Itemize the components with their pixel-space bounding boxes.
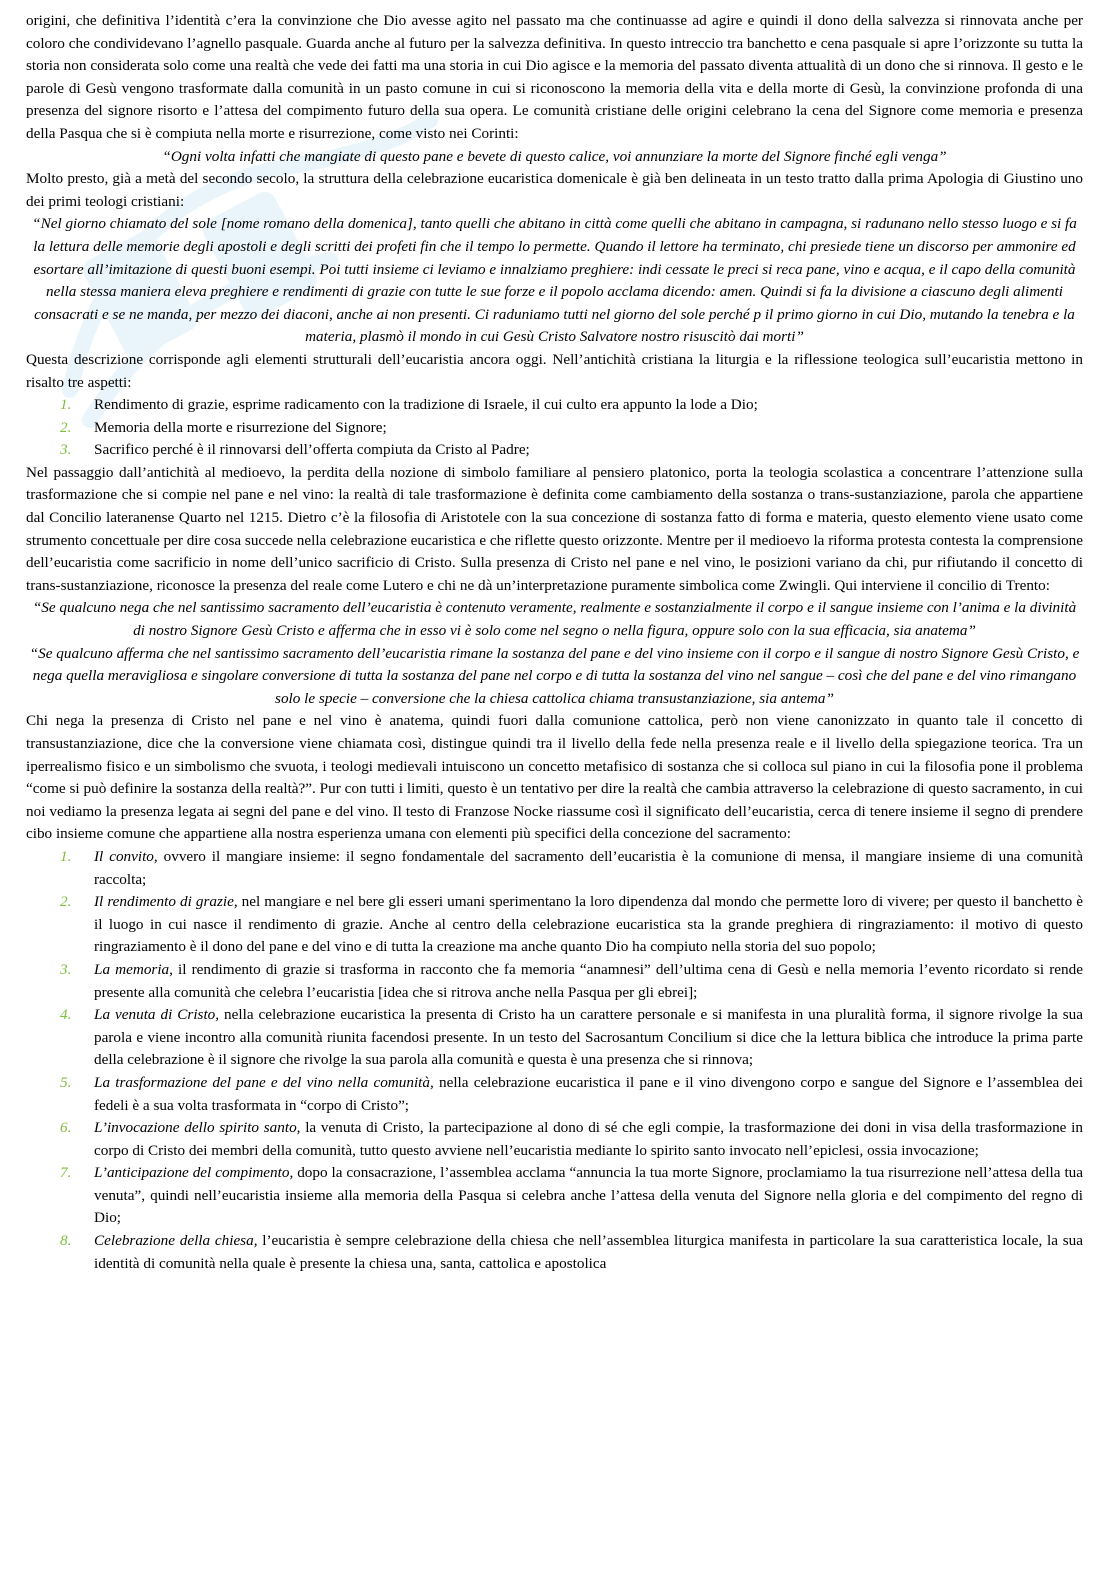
list-item [26,1117,1083,1162]
list-significato-eucaristia [26,846,1083,1275]
list-number: 7. [60,1164,72,1182]
list-number: 3. [60,441,72,459]
list-number: 3. [60,960,72,978]
list-text: dopo la consacrazione, l’assemblea acclama “annuncia la tua morte Signore, proclamiamo la tua risurrezione nell’attesa della tua venuta”, quindi nell’eucaristia insieme alla memoria della Pasqua si celebra anche l’attesa della venuta del Signore nella gloria e del compimento del regno di Dio; [94,1164,1084,1227]
list-term: Celebrazione della chiesa, [94,1232,258,1250]
list-item [26,1072,1083,1117]
paragraph-origini: origini, che definitiva l’identità c’era la convinzione che Dio avesse agito nel passato ma che continuasse ad agire e quindi il dono della salvezza si rinnovata anche per coloro che condividevano l’agnello pasquale. Guarda anche al futuro per la salvezza definitiva. In questo intreccio tra banchetto e cena pasquale si apre l’orizzonte su tutta la storia non considerata solo come una realtà che vede dei fatti ma una storia in cui Dio agisce e la memoria del passato diventa attualità di un dono che si rinnova. Il gesto e le parole di Gesù vengono trasformate dalla comunità in un pasto comune in cui si riconoscono la memoria della vita e della morte di Gesù, la convinzione profonda di una presenza del signore risorto e l’attesa del compimento futuro della sua opera. Le comunità cristiane delle origini celebrano la cena del Signore come memoria e presenza della Pasqua che si è compiuta nella morte e risurrezione, come visto nei Corinti: [26,12,1083,142]
list-item [26,891,1083,959]
document-page [26,10,1083,1275]
list-item [26,959,1083,1004]
list-text: Rendimento di grazie, esprime radicamento con la tradizione di Israele, il cui culto era appunto la lode a Dio; [94,396,758,414]
list-item [26,846,1083,891]
list-number: 6. [60,1119,72,1137]
list-text: , nel mangiare e nel bere gli esseri umani sperimentano la loro dipendenza dal mondo che permette loro di vivere; per questo il banchetto è il luogo in cui nasce il rendimento di grazie. Anche al centro della celebrazione eucaristica sta la grande preghiera di ringraziamento: il motivo di questo ringraziamento è il dono del pane e del vino e di tutta la creazione ma anche quanto Dio ha compiuto nella storia del suo popolo; [94,893,1083,956]
list-item [26,1230,1083,1275]
quote-corinti: “Ogni volta infatti che mangiate di questo pane e bevete di questo calice, voi annunziare la morte del Signore finché egli venga” [162,147,947,165]
list-number: 2. [60,893,72,911]
list-item [26,439,1083,462]
paragraph-giustino-intro: Molto presto, già a metà del secondo secolo, la struttura della celebrazione eucaristica domenicale è già ben delineata in un testo tratto dalla prima Apologia di Giustino uno dei primi teologi cristiani: [26,170,1083,210]
list-text: l’eucaristia è sempre celebrazione della chiesa che nell’assemblea liturgica manifesta in particolare la sua caratteristica locale, la sua identità di comunità nella quale è presente la chiesa una, santa, cattolica e apostolica [94,1232,1084,1272]
list-number: 4. [60,1006,72,1024]
list-term: L’anticipazione del compimento, [94,1164,294,1182]
list-text: il rendimento di grazie si trasforma in racconto che fa memoria “anamnesi” dell’ultima cena di Gesù e nella memoria l’evento ricordato si rende presente alla comunità che celebra l’eucaristia [idea che si ritrova anche nella Pasqua per gli ebrei]; [94,960,1083,1001]
list-item [26,1162,1083,1230]
quote-giustino: “Nel giorno chiamato del sole [nome romano della domenica], tanto quelli che abitano in città come quelli che abitano in campagna, si radunano nello stesso luogo e si fa la lettura delle memorie degli apostoli e degli scritti dei profeti fin che il tempo lo permette. Quando il lettore ha terminato, chi presiede tiene un discorso per ammonire ed esortare all’imitazione di questi buoni esempi. Poi tutti insieme ci leviamo e innalziamo preghiere: indi cessate le preci si reca pane, vino e acqua, e il capo della comunità nella stessa maniera eleva preghiere e rendimenti di grazie con tutte le sue forze e il popolo acclama dicendo: amen. Quindi si fa la divisione a ciascuno degli alimenti consacrati e se ne manda, per mezzo dei diaconi, anche ai non presenti. Ci raduniamo tutti nel giorno del sole perché p il primo giorno in cui Dio, mutando la tenebra e la materia, plasmò il mondo in cui Gesù Cristo Salvatore nostro risuscitò dai morti” [32,215,1077,346]
list-text: nella celebrazione eucaristica la presenta di Cristo ha un carattere personale e si manifesta in una pluralità forma, il signore rivolge la sua parola e viene incontro alla comunità riunita facendosi presente. In un testo del Sacrosantum Concilium si dice che la lettura biblica che introduce la prima parte della celebrazione è il signore che rivolge la sua parola alla comunità e questa è una presenza che si rinnova; [94,1006,1084,1069]
list-term: La trasformazione del pane e del vino nella comunità, [94,1073,434,1091]
list-text: la venuta di Cristo, la partecipazione al dono di sé che egli compie, la trasformazione dei doni in visa della trasformazione in corpo di Cristo dei membri della comunità, tutto questo avviene nell’eucaristia mediante lo spirito santo invocato nell’epiclesi, ossia invocazione; [94,1119,1083,1159]
list-text: nella celebrazione eucaristica il pane e il vino divengono corpo e sangue del Signore e l’assemblea dei fedeli è a sua volta trasformata in “corpo di Cristo”; [94,1073,1083,1114]
list-term: Il convito, [94,847,158,865]
list-term: La memoria, [94,960,173,978]
list-item [26,1004,1083,1072]
list-number: 1. [60,396,72,414]
list-tre-aspetti [26,394,1083,462]
paragraph-medioevo: Nel passaggio dall’antichità al medioevo, la perdita della nozione di simbolo familiare al pensiero platonico, porta la teologia scolastica a concentrare l’attenzione sulla trasformazione che si compie nel pane e nel vino: la realtà di tale trasformazione è definita come cambiamento della sostanza o trans-sustanziazione, parola che appartiene dal Concilio lateranense Quarto nel 1215. Dietro c’è la filosofia di Aristotele con la sua concezione di sostanza fatto di forma e materia, questo elemento viene usato come strumento concettuale per dire cosa succede nella celebrazione eucaristica e che riflette questo orizzonte. Mentre per il medioevo la riforma protesta contesta la comprensione dell’eucaristia come sacrificio in nome dell’unico sacrificio di Cristo. Sulla presenza di Cristo nel pane e nel vino, le posizioni variano da chi, pur rifiutando il concetto di trans-sustanziazione, riconosce la presenza del reale come Lutero e chi ne dà un’interpretazione puramente simbolica come Zwingli. Qui interviene il concilio di Trento: [26,463,1083,594]
list-item [26,417,1083,440]
quote-trento-2: “Se qualcuno afferma che nel santissimo sacramento dell’eucaristia rimane la sostanza del pane e del vino insieme con il corpo e il sangue di nostro Signore Gesù Cristo, e nega quella meravigliosa e singolare conversione di tutta la sostanza del pane nel corpo e di tutta la sostanza del vino nel sangue – così che del pane e del vino rimangano solo le specie – conversione che la chiesa cattolica chiama transustanziazione, sia antema” [29,644,1080,707]
list-term: L’invocazione dello spirito santo, [94,1119,301,1137]
list-text: Sacrifico perché è il rinnovarsi dell’offerta compiuta da Cristo al Padre; [94,441,530,459]
list-number: 8. [60,1232,72,1250]
list-text: Memoria della morte e risurrezione del Signore; [94,418,387,436]
list-number: 1. [60,847,72,865]
list-item [26,394,1083,417]
list-number: 2. [60,418,72,436]
list-term: Il rendimento di grazie [94,893,234,911]
list-term: La venuta di Cristo, [94,1006,220,1024]
list-text: ovvero il mangiare insieme: il segno fondamentale del sacramento dell’eucaristia è la comunione di mensa, il mangiare insieme di una comunità raccolta; [94,847,1083,888]
paragraph-nocke: Chi nega la presenza di Cristo nel pane e nel vino è anatema, quindi fuori dalla comunione cattolica, però non viene canonizzato in quanto tale il concetto di transustanziazione, dice che la conversione viene chiamata così, distingue quindi tra il livello della fede nella presenza reale e il livello della spiegazione teorica. Tra un iperrealismo fisico e un simbolismo che svuota, i teologi medievali intuiscono un concetto metafisico di sostanza che si colloca sul piano in cui la filosofia pone il problema “come si può definire la sostanza della realtà?”. Pur con tutti i limiti, questo è un tentativo per dire la realtà che cambia attraverso la celebrazione di questo sacramento, in cui noi vediamo la presenza legata ai segni del pane e del vino. Il testo di Franzose Nocke riassume così il significato dell’eucaristia, cerca di tenere insieme il segno di prendere cibo insieme comune che appartiene alla nostra esperienza umana con elementi più specifici della concezione del sacramento: [26,712,1083,843]
list-number: 5. [60,1073,72,1091]
paragraph-tre-aspetti: Questa descrizione corrisponde agli elementi strutturali dell’eucaristia ancora oggi. Nell’antichità cristiana la liturgia e la riflessione teologica sull’eucaristia mettono in risalto tre aspetti: [26,350,1083,391]
quote-trento-1: “Se qualcuno nega che nel santissimo sacramento dell’eucaristia è contenuto veramente, realmente e sostanzialmente il corpo e il sangue insieme con l’anima e la divinità di nostro Signore Gesù Cristo e afferma che in esso vi è solo come nel segno o nella figura, oppure solo con la sua efficacia, sia anatema” [32,599,1077,640]
